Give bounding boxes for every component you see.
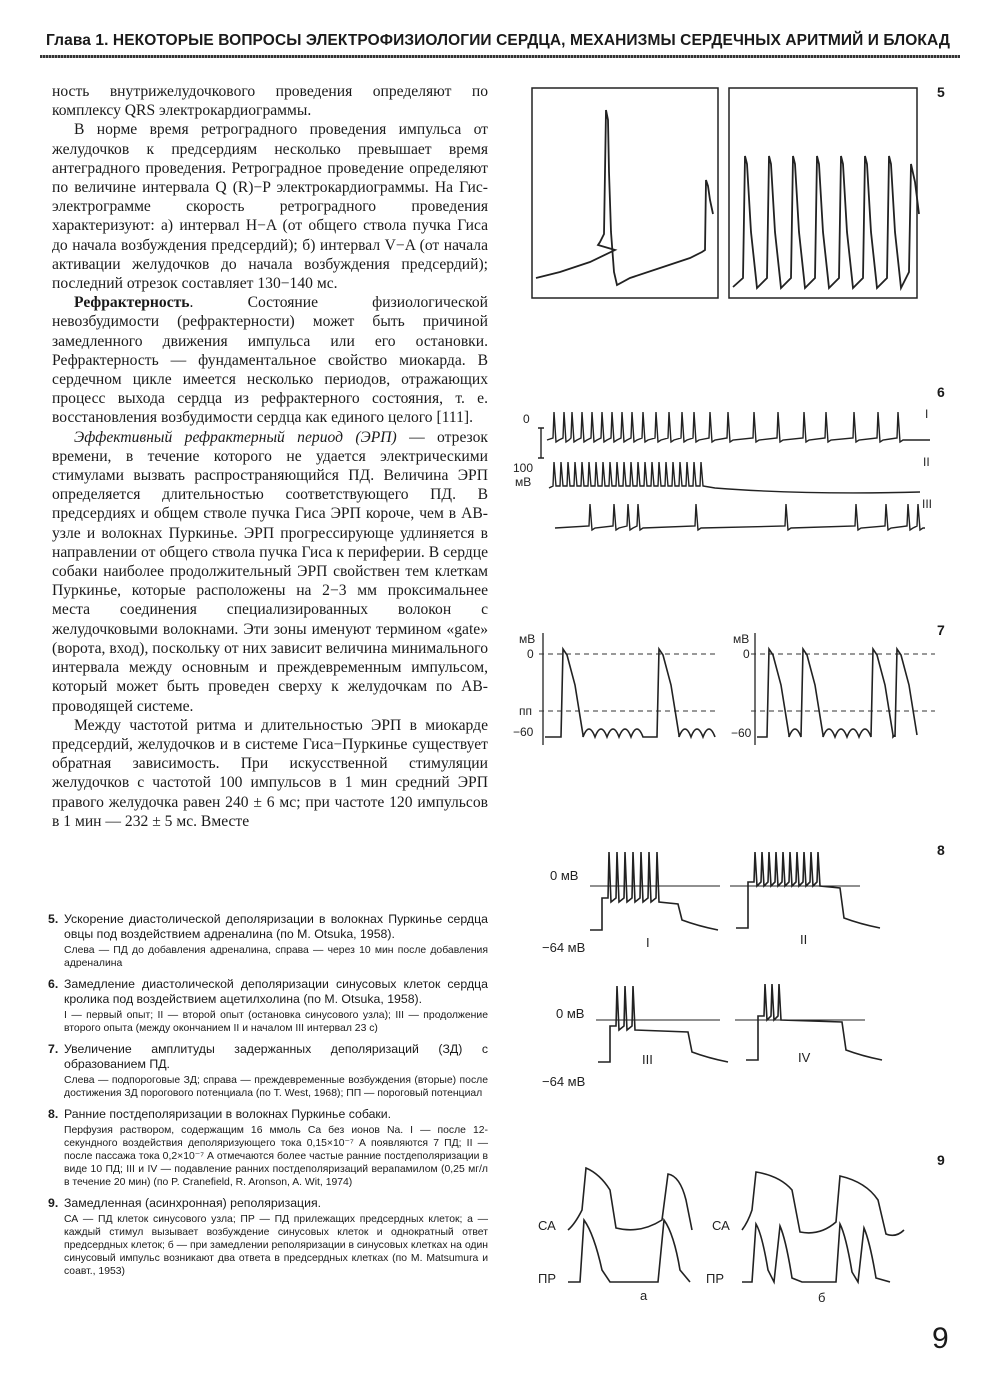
fig8-label-1: I (646, 935, 650, 950)
fig6-scale-100: 100 (513, 461, 534, 475)
figure-number-7: 7 (937, 622, 945, 638)
caption-5: 5. Ускорение диастолической деполяризации в волокнах Пуркинье сердца овцы под воздействием адреналина (по M. Otsuka, 1958). Слева — ПД до добавления адреналина, справа — через 10 мин после добавления адреналина (48, 912, 488, 969)
fig8-zero-2: 0 мВ (556, 1006, 585, 1021)
fig7-trace-right (757, 649, 917, 737)
fig6-zero-label: 0 (523, 412, 530, 426)
caption-9: 9. Замедленная (асинхронная) реполяризация. СА — ПД клеток синусового узла; ПР — ПД прилежащих предсердных клеток; а — каждый стимул вызывает возбуждение синусовых клеток и однократный ответ предсердных клеток; б — при замедлении реполяризации в синусовых клетках на один синусовый импульс возникают два ответа в предсердных клетках (по M. Matsumura и соавт., 1953) (48, 1196, 488, 1277)
paragraph: ность внутрижелудочкового проведения определяют по комплексу QRS электрокардиограммы. (52, 83, 488, 120)
figure-5 (520, 82, 930, 307)
paragraph: Рефрактерность. Состояние физиологической невозбудимости (рефрактерности) может быть причиной замедленного движения импульса или его остановки. Рефрактерность — фундаментальное свойство миокарда. В сердечном цикле имеется несколько периодов, отражающих процесс выхода сердца из рефрактерного состояния, т. е. восстановления возбудимости сердца как единого целого [111]. (52, 294, 488, 427)
running-header (40, 28, 960, 58)
figure-number-6: 6 (937, 384, 945, 400)
fig6-label-2: II (923, 455, 930, 469)
header-title: Глава 1. НЕКОТОРЫЕ ВОПРОСЫ ЭЛЕКТРОФИЗИОЛОГИИ СЕРДЦА, МЕХАНИЗМЫ СЕРДЕЧНЫХ АРИТМИЙ И БЛОКАД (46, 32, 950, 49)
fig8-label-3: III (642, 1052, 653, 1067)
figure-8 (520, 840, 940, 1095)
fig8-trace-1 (590, 852, 718, 930)
fig9-label-a: а (640, 1288, 648, 1303)
term-heading: Рефрактерность (74, 294, 190, 312)
figure-7 (505, 625, 945, 765)
body-text (52, 82, 488, 831)
fig8-trace-2 (736, 852, 880, 928)
fig9-pr-left: ПР (538, 1271, 557, 1286)
paragraph: Эффективный рефрактерный период (ЭРП) — отрезок времени, в течение которого не удается электрическими стимулами вызвать распространяющийся ПД. Величина ЭРП определяется длительностью соответствующего ПД. В предсердиях и общем стволе пучка Гиса ЭРП короче, чем в АВ-узле и волокнах Пуркинье. ЭРП прогрессирующе удлиняется в направлении от общего ствола пучка Гиса к периферии. В сердце собаки наиболее продолжительный ЭРП свойствен тем клеткам Пуркинье, которые расположены на 2−3 мм проксимальнее места соединения специализированных волокон с желудочковыми волокнами. Эти зоны именуют термином «gate» (ворота, вход), поскольку от них зависит величина минимального интервала между основным и преждевременным импульсом, который может быть проведен сверху к желудочкам по АВ-проводящей системе. (52, 428, 488, 715)
fig6-scale-mv: мВ (515, 475, 532, 489)
fig5-left-trace (536, 110, 713, 285)
fig6-scale-bar (538, 428, 544, 458)
figure-9 (530, 1150, 930, 1310)
caption-6: 6. Замедление диастолической деполяризации синусовых клеток сердца кролика под воздействием ацетилхолина (по M. Otsuka, 1958). I — первый опыт; II — второй опыт (остановка синусового узла); III — продолжение второго опыта (между окончанием II и началом III интервал 23 с) (48, 977, 488, 1034)
figure-6 (505, 400, 945, 550)
fig8-m64-2: −64 мВ (542, 1074, 586, 1089)
term-heading: Эффективный рефрактерный период (ЭРП) (74, 428, 397, 446)
page-number: 9 (932, 1322, 949, 1355)
fig7-trace-left (545, 649, 715, 737)
fig8-trace-4 (746, 984, 882, 1060)
figure-number-9: 9 (937, 1152, 945, 1168)
fig7-mv-left: мВ (519, 632, 536, 646)
fig7-pp-left: пп (519, 704, 532, 718)
fig7-mv-right: мВ (733, 632, 750, 646)
fig5-right-trace (733, 156, 919, 288)
fig6-trace-1 (547, 412, 930, 442)
fig7-zero-right: 0 (743, 647, 750, 661)
caption-8: 8. Ранние постдеполяризации в волокнах Пуркинье собаки. Перфузия раствором, содержащим 16 ммоль Ca без ионов Na. I — после 12-секундного воздействия деполяризующего тока 0,15×10⁻⁷ А появляются 7 ПД; II — после пассажа тока 0,2×10⁻⁷ А отмечаются более частые ранние постдеполяризации в виде 10 ПД; III и IV — подавление ранних постдеполяризаций верапамилом (0,25 мг/л в течение 20 мин) (по P. Cranefield, R. Aronson, A. Wit, 1974) (48, 1107, 488, 1188)
caption-7: 7. Увеличение амплитуды задержанных деполяризаций (ЗД) с образованием ПД. Слева — подпороговые ЗД; справа — преждевременные возбуждения (вторые) после достижения ЗД порогового потенциала (по T. West, 1968); ПП — пороговый потенциал (48, 1042, 488, 1099)
fig8-zero-1: 0 мВ (550, 868, 579, 883)
header-rule (40, 55, 960, 58)
fig6-trace-2 (549, 462, 920, 493)
fig7-m60-right: −60 (731, 726, 752, 740)
fig8-label-2: II (800, 932, 808, 947)
figure-number-5: 5 (937, 84, 945, 100)
fig7-zero-left: 0 (527, 647, 534, 661)
fig5-left-frame (532, 88, 718, 298)
paragraph: Между частотой ритма и длительностью ЭРП в миокарде предсердий, желудочков и в системе Гиса−Пуркинье существует обратная зависимость. При искусственной стимуляции желудочков с частотой 100 импульсов в 1 мин средний ЭРП правого желудочка равен 240 ± 6 мс; при частоте 120 импульсов в 1 мин — 232 ± 5 мс. Вместе (52, 716, 488, 830)
fig6-label-1: I (925, 407, 929, 421)
fig6-label-3: III (922, 497, 933, 511)
fig8-label-4: IV (798, 1050, 811, 1065)
fig9-trace-a-ca (568, 1168, 692, 1230)
fig9-trace-b-ca (742, 1172, 904, 1235)
fig8-trace-3 (598, 986, 728, 1062)
fig9-pr-right: ПР (706, 1271, 725, 1286)
fig6-trace-3 (555, 504, 925, 530)
figure-number-8: 8 (937, 842, 945, 858)
figure-captions (48, 912, 488, 1285)
fig9-ca-left: СА (538, 1218, 556, 1233)
fig8-m64-1: −64 мВ (542, 940, 586, 955)
paragraph: В норме время ретроградного проведения импульса от желудочков к предсердиям несколько превышает время антеградного проведения. Ретроградное проведение определяют по величине интервала Q (R)−P электрокардиограммы. На Гис-электрограмме скорость ретроградного проведения характеризуют: а) интервал H−A (от общего ствола пучка Гиса до начала возбуждения предсердий); б) интервал V−A (от начала активации желудочков до начала возбуждения предсердий); последний отрезок составляет 130−140 мс. (52, 121, 488, 293)
fig7-m60-left: −60 (513, 725, 534, 739)
fig9-label-b: б (818, 1290, 826, 1305)
fig9-ca-right: СА (712, 1218, 730, 1233)
